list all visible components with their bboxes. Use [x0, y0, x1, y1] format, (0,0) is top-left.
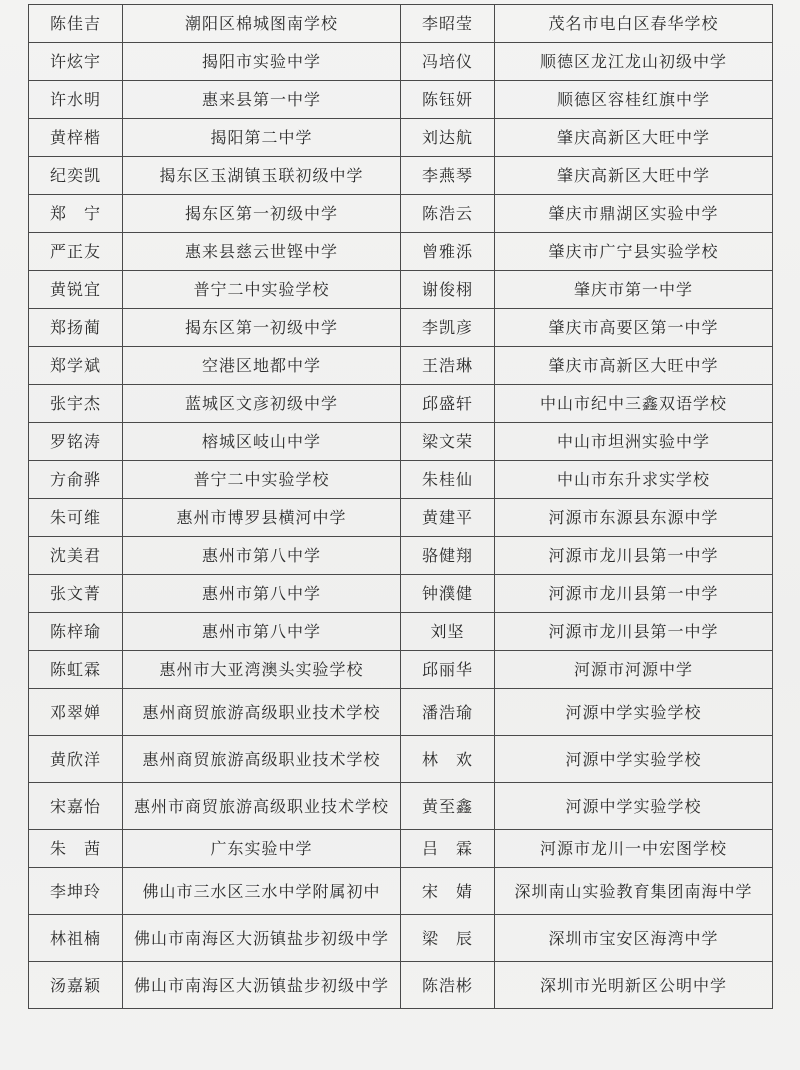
table-row: [29, 461, 773, 499]
school-name: 空港区地都中学: [123, 347, 401, 385]
student-name: 郑学斌: [29, 347, 123, 385]
school-name: 肇庆高新区大旺中学: [495, 119, 773, 157]
student-name: 潘浩瑜: [401, 689, 495, 736]
student-name: 宋 婧: [401, 868, 495, 915]
school-name: 惠州商贸旅游高级职业技术学校: [123, 736, 401, 783]
school-name: 河源市河源中学: [495, 651, 773, 689]
school-name: 揭阳第二中学: [123, 119, 401, 157]
student-name: 朱 茜: [29, 830, 123, 868]
student-roster-table: [28, 4, 773, 1009]
table-row: [29, 385, 773, 423]
student-name: 梁文荣: [401, 423, 495, 461]
table-row: [29, 575, 773, 613]
student-name: 许炫宇: [29, 43, 123, 81]
student-name: 黄至鑫: [401, 783, 495, 830]
student-name: 陈佳吉: [29, 5, 123, 43]
school-name: 榕城区岐山中学: [123, 423, 401, 461]
table-row: [29, 43, 773, 81]
student-name: 郑 宁: [29, 195, 123, 233]
table-row: [29, 119, 773, 157]
table-row: [29, 309, 773, 347]
student-name: 黄欣洋: [29, 736, 123, 783]
school-name: 揭东区第一初级中学: [123, 309, 401, 347]
student-name: 严正友: [29, 233, 123, 271]
student-name: 朱桂仙: [401, 461, 495, 499]
student-name: 梁 辰: [401, 915, 495, 962]
table-row: [29, 736, 773, 783]
student-name: 王浩琳: [401, 347, 495, 385]
student-name: 朱可维: [29, 499, 123, 537]
school-name: 河源中学实验学校: [495, 689, 773, 736]
table-row: [29, 613, 773, 651]
table-row: [29, 5, 773, 43]
student-name: 李凯彦: [401, 309, 495, 347]
school-name: 中山市纪中三鑫双语学校: [495, 385, 773, 423]
school-name: 中山市坦洲实验中学: [495, 423, 773, 461]
school-name: 惠州商贸旅游高级职业技术学校: [123, 689, 401, 736]
student-name: 罗铭涛: [29, 423, 123, 461]
student-name: 骆健翔: [401, 537, 495, 575]
school-name: 惠州市大亚湾澳头实验学校: [123, 651, 401, 689]
student-name: 纪奕凯: [29, 157, 123, 195]
student-name: 陈浩云: [401, 195, 495, 233]
student-name: 刘达航: [401, 119, 495, 157]
school-name: 河源中学实验学校: [495, 736, 773, 783]
table-row: [29, 271, 773, 309]
student-name: 吕 霖: [401, 830, 495, 868]
student-name: 李坤玲: [29, 868, 123, 915]
school-name: 揭东区玉湖镇玉联初级中学: [123, 157, 401, 195]
table-row: [29, 962, 773, 1009]
school-name: 佛山市三水区三水中学附属初中: [123, 868, 401, 915]
student-name: 郑扬蔺: [29, 309, 123, 347]
school-name: 揭阳市实验中学: [123, 43, 401, 81]
table-row: [29, 423, 773, 461]
school-name: 惠州市博罗县横河中学: [123, 499, 401, 537]
student-name: 许水明: [29, 81, 123, 119]
table-row: [29, 195, 773, 233]
table-row: [29, 868, 773, 915]
school-name: 顺德区龙江龙山初级中学: [495, 43, 773, 81]
school-name: 蓝城区文彦初级中学: [123, 385, 401, 423]
school-name: 惠州市第八中学: [123, 575, 401, 613]
school-name: 惠来县慈云世铿中学: [123, 233, 401, 271]
school-name: 肇庆市广宁县实验学校: [495, 233, 773, 271]
table-row: [29, 915, 773, 962]
student-name: 冯培仪: [401, 43, 495, 81]
table-row: [29, 81, 773, 119]
student-name: 刘坚: [401, 613, 495, 651]
student-name: 邓翠婵: [29, 689, 123, 736]
school-name: 顺德区容桂红旗中学: [495, 81, 773, 119]
table-row: [29, 830, 773, 868]
school-name: 河源市东源县东源中学: [495, 499, 773, 537]
student-name: 谢俊栩: [401, 271, 495, 309]
table-row: [29, 651, 773, 689]
school-name: 惠州市第八中学: [123, 613, 401, 651]
school-name: 河源中学实验学校: [495, 783, 773, 830]
student-name: 黄建平: [401, 499, 495, 537]
school-name: 广东实验中学: [123, 830, 401, 868]
school-name: 深圳市光明新区公明中学: [495, 962, 773, 1009]
student-name: 李燕琴: [401, 157, 495, 195]
student-name: 陈钰妍: [401, 81, 495, 119]
school-name: 潮阳区棉城图南学校: [123, 5, 401, 43]
school-name: 深圳市宝安区海湾中学: [495, 915, 773, 962]
student-name: 张文菁: [29, 575, 123, 613]
table-row: [29, 783, 773, 830]
school-name: 普宁二中实验学校: [123, 271, 401, 309]
student-name: 汤嘉颖: [29, 962, 123, 1009]
school-name: 河源市龙川县第一中学: [495, 613, 773, 651]
school-name: 佛山市南海区大沥镇盐步初级中学: [123, 962, 401, 1009]
student-name: 黄梓楷: [29, 119, 123, 157]
student-name: 陈梓瑜: [29, 613, 123, 651]
school-name: 中山市东升求实学校: [495, 461, 773, 499]
student-name: 曾雅泺: [401, 233, 495, 271]
table-row: [29, 499, 773, 537]
school-name: 肇庆市鼎湖区实验中学: [495, 195, 773, 233]
student-name: 邱丽华: [401, 651, 495, 689]
school-name: 茂名市电白区春华学校: [495, 5, 773, 43]
student-name: 林祖楠: [29, 915, 123, 962]
student-name: 陈浩彬: [401, 962, 495, 1009]
table-row: [29, 157, 773, 195]
student-name: 邱盛轩: [401, 385, 495, 423]
school-name: 肇庆市高要区第一中学: [495, 309, 773, 347]
student-name: 钟濮健: [401, 575, 495, 613]
school-name: 肇庆高新区大旺中学: [495, 157, 773, 195]
student-name: 张宇杰: [29, 385, 123, 423]
school-name: 佛山市南海区大沥镇盐步初级中学: [123, 915, 401, 962]
school-name: 深圳南山实验教育集团南海中学: [495, 868, 773, 915]
school-name: 惠州市商贸旅游高级职业技术学校: [123, 783, 401, 830]
student-name: 宋嘉怡: [29, 783, 123, 830]
school-name: 河源市龙川县第一中学: [495, 575, 773, 613]
student-name: 林 欢: [401, 736, 495, 783]
school-name: 肇庆市第一中学: [495, 271, 773, 309]
student-name: 黄锐宜: [29, 271, 123, 309]
school-name: 惠州市第八中学: [123, 537, 401, 575]
table-row: [29, 233, 773, 271]
school-name: 肇庆市高新区大旺中学: [495, 347, 773, 385]
school-name: 河源市龙川县第一中学: [495, 537, 773, 575]
student-name: 李昭莹: [401, 5, 495, 43]
table-row: [29, 537, 773, 575]
school-name: 河源市龙川一中宏图学校: [495, 830, 773, 868]
student-name: 方俞骅: [29, 461, 123, 499]
student-name: 沈美君: [29, 537, 123, 575]
table-row: [29, 347, 773, 385]
school-name: 揭东区第一初级中学: [123, 195, 401, 233]
student-name: 陈虹霖: [29, 651, 123, 689]
school-name: 普宁二中实验学校: [123, 461, 401, 499]
school-name: 惠来县第一中学: [123, 81, 401, 119]
table-row: [29, 689, 773, 736]
